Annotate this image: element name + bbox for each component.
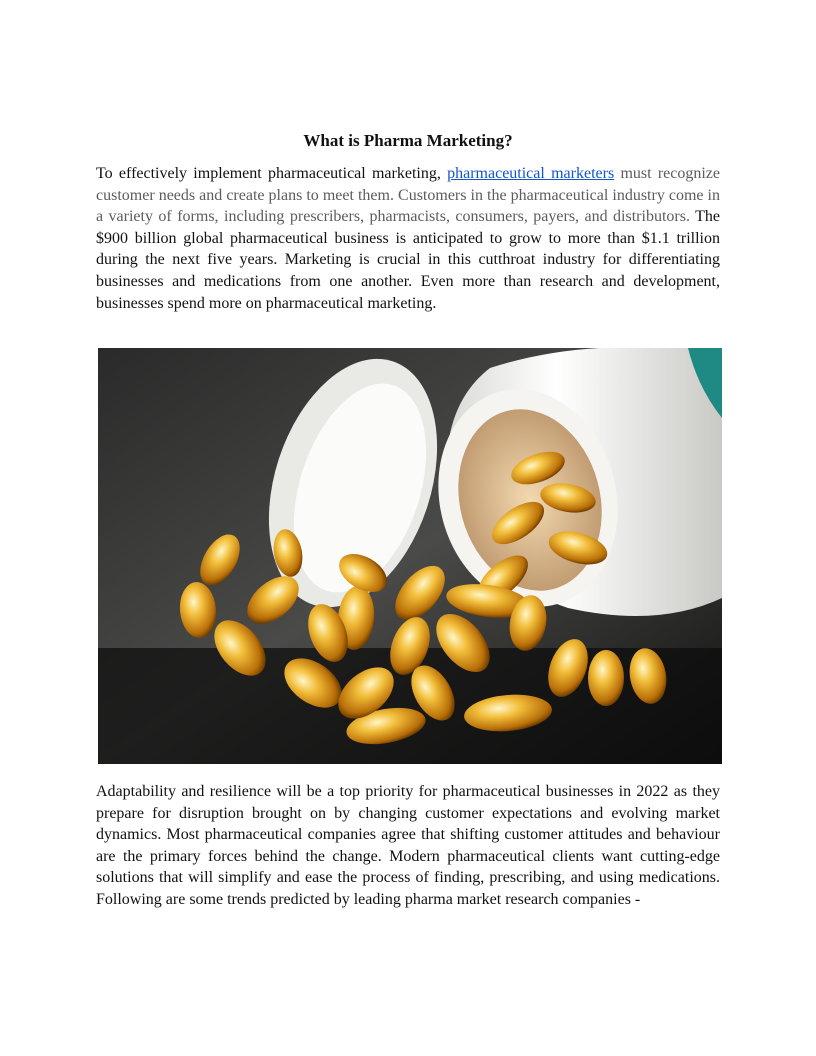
paragraph-trends: Adaptability and resilience will be a top priority for pharmaceutical businesses in 2022 as they prepare for disruption brought on by changing customer expectations and evolving market dynamics. Most pharmaceutical companies agree that shifting customer attitudes and behaviour are the primary forces behind the change. Modern pharmaceutical clients want cutting-edge solutions that will simplify and ease the process of finding, prescribing, and using medications. Following are some trends predicted by leading pharma market research companies - (96, 783, 720, 908)
pill-bottle-illustration (98, 348, 722, 764)
pill-bottle-photo (98, 348, 722, 764)
page-title: What is Pharma Marketing? (303, 131, 513, 150)
paragraph-intro-grey-text: must recognize customer needs and create plans to meet them. Customers in the pharmaceutical industry come in a variety of forms, including prescribers, pharmacists, consumers, payers, and distributors. (96, 165, 720, 226)
paragraph-intro-lead: To effectively implement pharmaceutical marketing, (96, 165, 441, 182)
paragraph-intro-rest: The $900 billion global pharmaceutical business is anticipated to grow to more than $1.1 trillion during the next five years. Marketing is crucial in this cutthroat industry for differentiating businesses and medications from one another. Even more than research and development, businesses spend more on pharmaceutical marketing. (96, 208, 720, 312)
paragraph-intro (96, 163, 720, 314)
pharmaceutical-marketers-link[interactable]: pharmaceutical marketers (447, 165, 615, 182)
